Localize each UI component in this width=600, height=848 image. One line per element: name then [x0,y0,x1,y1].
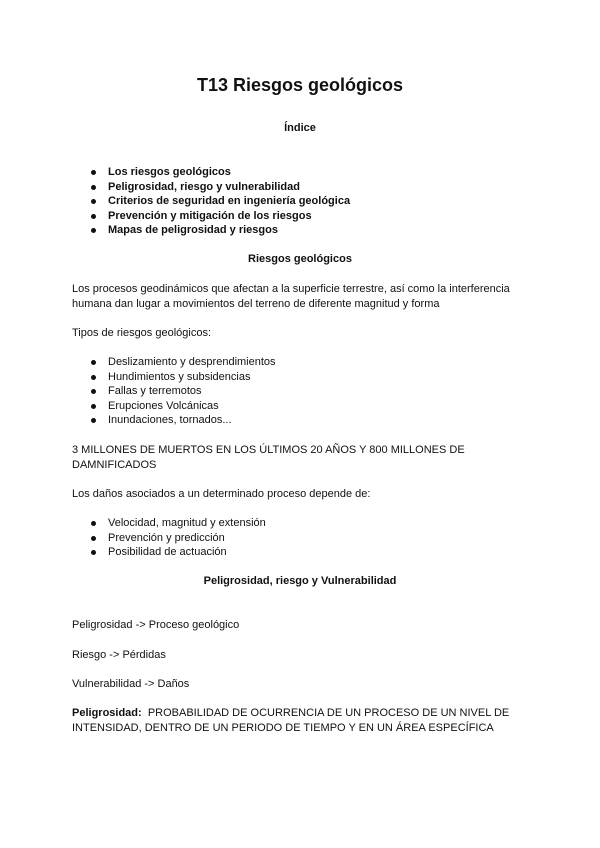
damage-factor-item: Velocidad, magnitud y extensión [72,516,266,531]
index-list [72,165,350,238]
definition-peligrosidad: Peligrosidad -> Proceso geológico [72,619,240,631]
index-heading: Índice [284,122,316,134]
term-text: PROBABILIDAD DE OCURRENCIA DE UN PROCESO DE UN NIVEL DE [147,707,510,719]
damage-factor-item: Posibilidad de actuación [72,545,266,560]
index-item: Prevención y mitigación de los riesgos [72,209,350,224]
term-label: Peligrosidad: [72,707,142,719]
damage-factors-list [72,516,266,560]
intro-line: humana dan lugar a movimientos del terreno de diferente magnitud y forma [72,297,440,310]
section1-intro [72,282,532,311]
damage-factor-item: Prevención y predicción [72,531,266,546]
definition-riesgo: Riesgo -> Pérdidas [72,649,166,661]
index-item: Criterios de seguridad en ingeniería geológica [72,194,350,209]
type-item: Deslizamiento y desprendimientos [72,355,276,370]
damage-label: Los daños asociados a un determinado proceso depende de: [72,488,371,500]
term-text-continued: INTENSIDAD, DENTRO DE UN PERIODO DE TIEMPO Y EN UN ÁREA ESPECÍFICA [72,721,494,734]
type-item: Fallas y terremotos [72,384,276,399]
section1-heading: Riesgos geológicos [248,253,352,265]
section2-heading: Peligrosidad, riesgo y Vulnerabilidad [203,575,397,587]
types-label: Tipos de riesgos geológicos: [72,327,212,339]
statistic-line: DAMNIFICADOS [72,458,157,471]
index-item: Los riesgos geológicos [72,165,350,180]
type-item: Hundimientos y subsidencias [72,370,276,385]
statistic-line: 3 MILLONES DE MUERTOS EN LOS ÚLTIMOS 20 AÑOS Y 800 MILLONES DE [72,444,465,456]
statistic-text [72,443,532,472]
type-item: Erupciones Volcánicas [72,399,276,414]
index-item: Peligrosidad, riesgo y vulnerabilidad [72,180,350,195]
type-item: Inundaciones, tornados... [72,413,276,428]
index-item: Mapas de peligrosidad y riesgos [72,223,350,238]
document-title: T13 Riesgos geológicos [196,75,404,95]
definition-vulnerabilidad: Vulnerabilidad -> Daños [72,678,190,690]
intro-line: Los procesos geodinámicos que afectan a la superficie terrestre, así como la interferencia [72,283,510,295]
peligrosidad-line1 [72,706,542,721]
types-list [72,355,276,428]
peligrosidad-definition-block [72,706,542,735]
